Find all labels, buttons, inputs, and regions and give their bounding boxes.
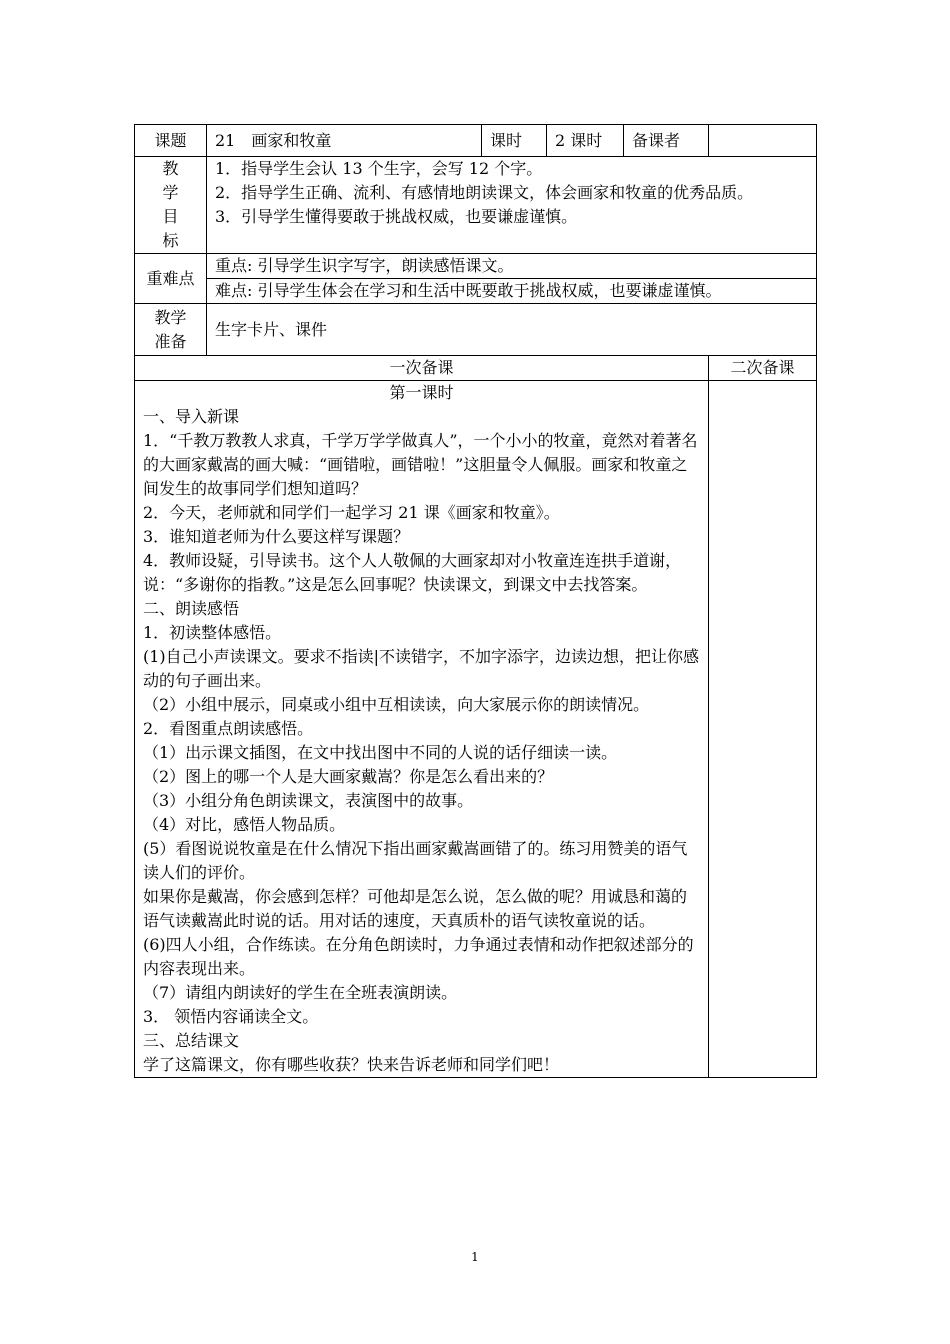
- lesson-line: (6)四人小组，合作练读。在分角色朗读时，力争通过表情和动作把叙述部分的内容表现出来。: [143, 935, 694, 978]
- lesson-line: （2）图上的哪一个人是大画家戴嵩？你是怎么看出来的？: [143, 767, 554, 786]
- lesson-line: 2．今天，老师就和同学们一起学习 21 课《画家和牧童》。: [143, 503, 560, 522]
- lesson-line: 1．初读整体感悟。: [143, 623, 282, 642]
- lesson-line: （1）出示课文插图，在文中找出图中不同的人说的话仔细读一读。: [143, 743, 618, 762]
- objective-item: 2．指导学生正确、流利、有感情地朗读课文，体会画家和牧童的优秀品质。: [215, 183, 754, 202]
- page-number: 1: [471, 1250, 479, 1264]
- objective-item: 1．指导学生会认 13 个生字，会写 12 个字。: [215, 159, 543, 178]
- second-prep-content: [709, 381, 817, 1078]
- objective-item: 3．引导学生懂得要敢于挑战权威，也要谦虚谨慎。: [215, 207, 578, 226]
- hours-label: 课时: [482, 125, 547, 157]
- preparation-label: 教学准备: [135, 304, 207, 356]
- lesson-line: （7）请组内朗读好的学生在全班表演朗读。: [143, 983, 458, 1002]
- lesson-line: 如果你是戴嵩，你会感到怎样？可他却是怎么说，怎么做的呢？用诚恳和蔼的语气读戴嵩此时说的话。用对话的速度，天真质朴的语气读牧童说的话。: [143, 887, 688, 930]
- lesson-content: [135, 381, 709, 1078]
- lesson-line: (1)自己小声读课文。要求不指读|不读错字，不加字添字，边读边想，把让你感动的句子画出来。: [143, 647, 700, 690]
- first-prep-header: 一次备课: [135, 356, 709, 381]
- lesson-line: （3）小组分角色朗读课文，表演图中的故事。: [143, 791, 474, 810]
- topic-value: 21 画家和牧童: [207, 125, 482, 157]
- lesson-line: 3． 领悟内容诵读全文。: [143, 1007, 319, 1026]
- hard-point: 难点: 引导学生体会在学习和生活中既要敢于挑战权威，也要谦虚谨慎。: [207, 279, 817, 304]
- lesson-line: （2）小组中展示，同桌或小组中互相读读，向大家展示你的朗读情况。: [143, 695, 650, 714]
- lesson-line: 1．“千教万教教人求真，千学万学学做真人”，一个小小的牧童，竟然对着著名的大画家戴嵩的画大喊：“画错啦，画错啦！”这胆量令人佩服。画家和牧童之间发生的故事同学们想知道吗？: [143, 431, 698, 498]
- preparation-value: 生字卡片、课件: [207, 304, 817, 356]
- difficulty-label: 重难点: [135, 254, 207, 304]
- preparer-value: [709, 125, 817, 157]
- lesson-plan-table: [134, 124, 817, 1078]
- lesson-line: 学了这篇课文，你有哪些收获？快来告诉老师和同学们吧！: [143, 1055, 560, 1074]
- objectives-content: [207, 157, 817, 254]
- lesson-line: 三、总结课文: [143, 1031, 240, 1050]
- lesson-line: 二、朗读感悟: [143, 599, 240, 618]
- lesson-title: 第一课时: [389, 383, 454, 402]
- lesson-line: 2．看图重点朗读感悟。: [143, 719, 314, 738]
- hours-value: 2 课时: [547, 125, 624, 157]
- lesson-line: 3．谁知道老师为什么要这样写课题？: [143, 527, 410, 546]
- key-point: 重点: 引导学生识字写字，朗读感悟课文。: [207, 254, 817, 279]
- objectives-label: 教 学 目 标: [135, 157, 207, 254]
- second-prep-header: 二次备课: [709, 356, 817, 381]
- lesson-line: 4．教师设疑，引导读书。这个人人敬佩的大画家却对小牧童连连拱手道谢，说：“多谢你的指教。”这是怎么回事呢？快读课文，到课文中去找答案。: [143, 551, 682, 594]
- lesson-line: (5）看图说说牧童是在什么情况下指出画家戴嵩画错了的。练习用赞美的语气读人们的评价。: [143, 839, 688, 882]
- lesson-line: （4）对比，感悟人物品质。: [143, 815, 346, 834]
- topic-label: 课题: [135, 125, 207, 157]
- lesson-line: 一、导入新课: [143, 407, 240, 426]
- preparer-label: 备课者: [624, 125, 709, 157]
